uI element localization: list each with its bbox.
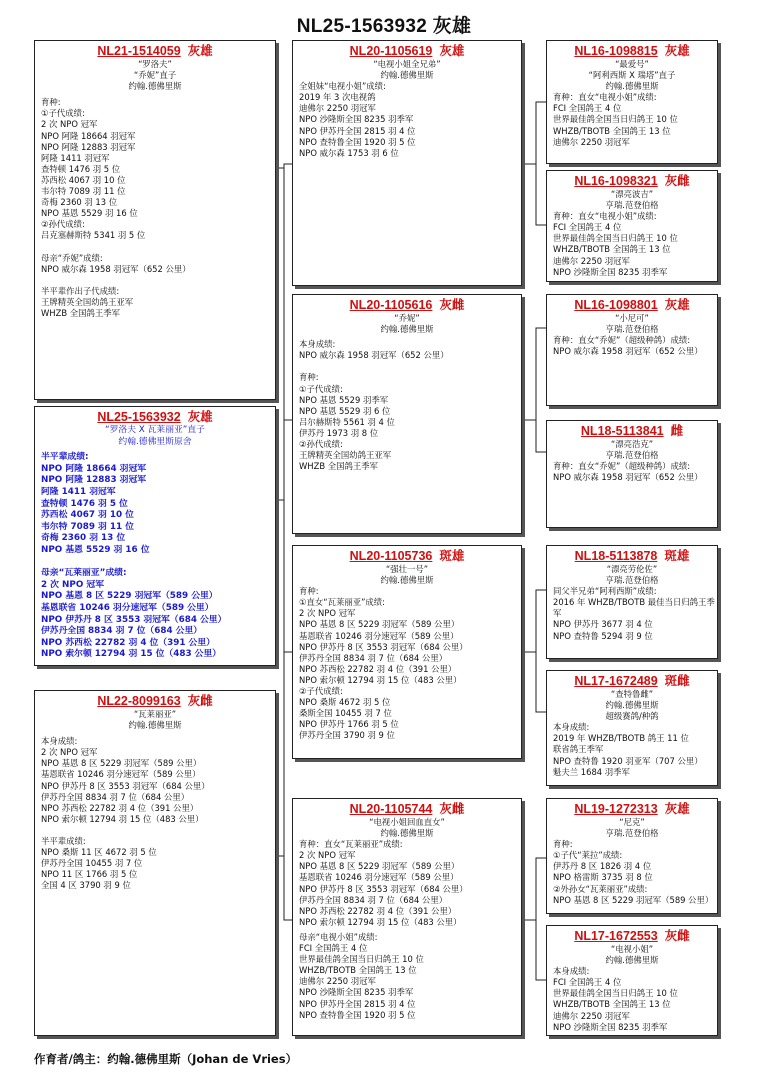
- ring-number: NL20-1105616: [349, 298, 433, 312]
- pigeon-parentage: “阿利西斯 X 瑞塔”直子: [588, 70, 676, 81]
- result-line: NPO 伊苏丹 8 区 3553 羽冠军（684 公里）: [41, 614, 227, 625]
- result-line: 查特顿 1476 羽 5 位: [41, 163, 121, 174]
- pedigree-box-dds: [546, 798, 718, 914]
- result-line: 育种：直女“瓦莱丽亚”成绩:: [299, 839, 403, 850]
- result-line: 半平辈成绩:: [41, 452, 89, 463]
- sex-label: 灰雄: [664, 802, 690, 816]
- pigeon-name: “瓦莱丽亚”: [133, 709, 177, 719]
- result-line: 吕尔赫斯特 5561 羽 4 位: [299, 416, 395, 427]
- pedigree-box-dsd: [546, 670, 718, 786]
- result-line: FCI 全国鸽王 4 位: [299, 943, 368, 954]
- result-line: 育种:: [299, 586, 319, 597]
- result-line: NPO 阿隆 18664 羽冠军: [41, 463, 147, 474]
- result-line: WHZB/TBOTB 全国鸽王 13 位: [553, 244, 671, 255]
- results-list: [41, 97, 269, 319]
- result-line: 王牌精英全国幼鸽王亚军: [41, 296, 134, 307]
- result-line: 2019 年 WHZB/TBOTB 鸽王 11 位: [553, 733, 689, 744]
- ring-number: NL22-8099163: [97, 694, 181, 708]
- result-line: 育种:: [299, 372, 319, 383]
- pedigree-box-sire-dam: [292, 294, 522, 534]
- result-line: NPO 11 区 1766 羽 5 位: [41, 869, 138, 880]
- results-list: [299, 586, 515, 741]
- result-line: 伊苏丹 8 区 1826 羽 4 位: [553, 861, 652, 872]
- pedigree-box-dam-dam: [292, 798, 522, 1036]
- result-line: 伊苏丹 1973 羽 8 位: [299, 427, 379, 438]
- result-line: 吕克塞赫斯特 5341 羽 5 位: [41, 230, 146, 241]
- result-line: NPO 基恩 5529 羽 16 位: [41, 208, 138, 219]
- pigeon-name: “最爱号”: [615, 59, 649, 69]
- ring-number: NL20-1105736: [349, 549, 433, 563]
- pedigree-box-ddd: [546, 925, 718, 1036]
- result-line: 基恩联省 10246 羽分速冠军（589 公里）: [299, 630, 459, 641]
- result-line: 韦尔特 7089 羽 11 位: [41, 186, 126, 197]
- result-line: 世界最佳鸽全国当日归鸽王 10 位: [553, 988, 678, 999]
- result-line: 世界最佳鸽全国当日归鸽王 10 位: [553, 114, 678, 125]
- result-line: NPO 苏西松 22782 羽 4 位（391 公里）: [299, 905, 457, 916]
- result-line: 迪佛尔 2250 羽冠军: [299, 976, 376, 987]
- result-line: 育种：直女“乔妮”（超级种鸽）成绩:: [553, 335, 691, 346]
- result-line: 伊苏丹全国 8834 羽 7 位（684 公里）: [299, 652, 448, 663]
- result-line: NPO 苏西松 22782 羽 4 位（391 公里）: [41, 802, 199, 813]
- pedigree-box-sire: [34, 40, 276, 400]
- results-list: [41, 736, 269, 891]
- ring-number: NL16-1098815: [574, 44, 658, 58]
- breeder-name: 亨瑞.范登伯格: [605, 575, 659, 586]
- result-line: [299, 361, 515, 372]
- pedigree-box-subject: [34, 406, 276, 666]
- results-list: [553, 966, 711, 1033]
- sex-label: 斑雌: [664, 674, 690, 688]
- result-line: 本身成绩:: [299, 339, 336, 350]
- result-line: 阿隆 1411 羽冠军: [41, 152, 110, 163]
- pigeon-name: “漂亮浩克”: [610, 439, 654, 449]
- result-line: 阿隆 1411 羽冠军: [41, 486, 116, 497]
- pedigree-box-sss: [546, 40, 718, 164]
- result-line: 2 次 NPO 冠军: [299, 608, 356, 619]
- pedigree-box-sds: [546, 294, 718, 406]
- pigeon-name: “电视小姐”: [610, 944, 654, 954]
- breeder-name: 约翰.德佛里斯: [605, 81, 659, 92]
- result-line: NPO 桑斯 11 区 4672 羽 5 位: [41, 847, 157, 858]
- result-line: [41, 242, 269, 253]
- results-list: [553, 92, 711, 147]
- results-list: [299, 81, 515, 159]
- ring-number: NL20-1105619: [349, 44, 433, 58]
- result-line: 本身成绩:: [553, 966, 590, 977]
- result-line: WHZB/TBOTB 全国鸽王 13 位: [553, 125, 671, 136]
- pedigree-box-dam: [34, 690, 276, 1036]
- breeder-name: 约翰.德佛里斯原舍: [118, 436, 192, 447]
- result-line: ①直女“瓦莱丽亚”成绩:: [299, 597, 386, 608]
- sex-label: 灰雌: [187, 694, 213, 708]
- result-line: 桑斯全国 10455 羽 7 位: [299, 708, 392, 719]
- result-line: 育种：直女“乔妮”（超级种鸽）成绩:: [553, 461, 691, 472]
- results-list: [553, 211, 711, 278]
- sex-label: 灰雄: [187, 410, 213, 424]
- result-line: 王牌精英全国幼鸽王亚军: [299, 450, 392, 461]
- pedigree-box-ssd: [546, 170, 718, 282]
- result-line: NPO 基恩 5529 羽 6 位: [299, 405, 391, 416]
- result-line: 育种:: [41, 97, 61, 108]
- breeder-name: 约翰.德佛里斯: [605, 700, 659, 711]
- result-line: 母亲“瓦莱丽亚”成绩:: [41, 568, 127, 579]
- result-line: 世界最佳鸽全国当日归鸽王 10 位: [553, 233, 678, 244]
- sex-label: 斑雄: [664, 549, 690, 563]
- result-line: FCI 全国鸽王 4 位: [553, 222, 622, 233]
- pigeon-name: “小尼可”: [615, 313, 649, 323]
- ring-number: NL18-5113841: [580, 424, 664, 438]
- result-line: NPO 桑斯 4672 羽 5 位: [299, 697, 391, 708]
- result-line: 全国 4 区 3790 羽 9 位: [41, 880, 131, 891]
- result-line: NPO 威尔森 1958 羽冠军（652 公里）: [553, 472, 703, 483]
- result-line: 魁夫兰 1684 羽季军: [553, 766, 630, 777]
- breeder-name: 约翰.德佛里斯: [380, 324, 434, 335]
- result-line: 半平辈成绩:: [41, 836, 86, 847]
- page-title: NL25-1563932 灰雄: [296, 16, 472, 37]
- result-line: NPO 基恩 8 区 5229 羽冠军（589 公里）: [299, 619, 460, 630]
- result-line: 迪佛尔 2250 羽冠军: [299, 103, 376, 114]
- result-line: 2 次 NPO 冠军: [41, 119, 98, 130]
- breeder-footer: 作育者/鸽主：约翰.德佛里斯（Johan de Vries）: [34, 1052, 298, 1066]
- ring-number: NL16-1098801: [574, 298, 658, 312]
- pigeon-name: “电视小姐全兄弟”: [373, 59, 441, 69]
- result-line: NPO 沙隆斯全国 8235 羽季军: [553, 1021, 668, 1032]
- result-line: NPO 基恩 5529 羽季军: [299, 394, 389, 405]
- pigeon-name: “电视小姐回血直女”: [369, 817, 445, 827]
- result-line: NPO 苏西松 22782 羽 4 位（391 公里）: [41, 637, 215, 648]
- result-line: ①子代“莱拉”成绩:: [553, 850, 623, 861]
- result-line: NPO 索尔顿 12794 羽 15 位（483 公里）: [299, 674, 462, 685]
- sex-label: 灰雄: [187, 44, 213, 58]
- result-line: ②孙代成绩:: [299, 439, 343, 450]
- result-line: NPO 伊苏丹 8 区 3553 羽冠军（684 公里）: [41, 780, 210, 791]
- results-list: [299, 839, 515, 1021]
- sex-label: 灰雌: [439, 802, 465, 816]
- sex-label: 灰雌: [664, 174, 690, 188]
- result-line: NPO 查特鲁 1920 羽亚军（707 公里）: [553, 755, 703, 766]
- result-line: NPO 阿隆 12883 羽冠军: [41, 141, 136, 152]
- result-line: NPO 威尔森 1753 羽 6 位: [299, 147, 399, 158]
- result-line: 军: [553, 608, 562, 619]
- result-line: NPO 威尔森 1958 羽冠军（652 公里）: [553, 346, 703, 357]
- breeder-name: 亨瑞.范登伯格: [605, 324, 659, 335]
- result-line: NPO 伊苏丹 8 区 3553 羽冠军（684 公里）: [299, 883, 468, 894]
- result-line: NPO 基恩 5529 羽 16 位: [41, 544, 150, 555]
- sex-label: 雌: [670, 424, 684, 438]
- result-line: NPO 伊苏丹 1766 羽 5 位: [299, 719, 399, 730]
- result-line: 伊苏丹全国 8834 羽 7 位（684 公里）: [41, 791, 190, 802]
- ring-number: NL25-1563932: [97, 410, 181, 424]
- result-line: 迪佛尔 2250 羽冠军: [553, 255, 630, 266]
- result-line: 奇梅 2360 羽 13 位: [41, 533, 126, 544]
- result-line: NPO 沙隆斯全国 8235 羽季军: [299, 114, 414, 125]
- pigeon-name: “查特鲁雌”: [610, 689, 654, 699]
- pigeon-name: “强壮一号”: [385, 564, 429, 574]
- result-line: 查特顿 1476 羽 5 位: [41, 498, 128, 509]
- pigeon-parentage: “乔妮”直子: [133, 70, 177, 81]
- results-list: [299, 339, 515, 472]
- pigeon-parentage: “罗洛夫 X 瓦莱丽亚”直子: [105, 425, 205, 435]
- result-line: WHZB/TBOTB 全国鸽王 13 位: [299, 965, 417, 976]
- result-line: 本身成绩:: [41, 736, 78, 747]
- result-line: 2 次 NPO 冠军: [41, 747, 98, 758]
- result-line: NPO 伊苏丹全国 2815 羽 4 位: [299, 998, 416, 1009]
- result-line: NPO 伊苏丹 3677 羽 4 位: [553, 619, 653, 630]
- result-line: 育种:: [553, 839, 573, 850]
- ring-number: NL17-1672553: [574, 929, 658, 943]
- result-line: 苏西松 4067 羽 10 位: [41, 510, 134, 521]
- sex-label: 灰雌: [439, 298, 465, 312]
- result-line: 伊苏丹全国 3790 羽 9 位: [299, 730, 395, 741]
- result-line: NPO 沙隆斯全国 8235 羽季军: [299, 987, 414, 998]
- sex-label: 斑雄: [439, 549, 465, 563]
- sex-label: 灰雌: [664, 929, 690, 943]
- result-line: NPO 基恩 8 区 5229 羽冠军（589 公里）: [553, 894, 714, 905]
- result-line: 育种：直女“电视小姐”成绩:: [553, 211, 657, 222]
- result-line: 韦尔特 7089 羽 11 位: [41, 521, 134, 532]
- pigeon-name: “尼克”: [619, 817, 645, 827]
- results-list: [553, 461, 711, 483]
- ring-number: NL20-1105744: [349, 802, 433, 816]
- result-line: NPO 索尔顿 12794 羽 15 位（483 公里）: [299, 916, 462, 927]
- result-line: NPO 伊苏丹 8 区 3553 羽冠军（684 公里）: [299, 641, 468, 652]
- pedigree-box-sdd: [546, 420, 718, 528]
- result-line: ①子代成绩:: [41, 108, 85, 119]
- result-line: NPO 阿隆 12883 羽冠军: [41, 475, 147, 486]
- result-line: NPO 伊苏丹全国 2815 羽 4 位: [299, 125, 416, 136]
- result-line: 2016 年 WHZB/TBOTB 最佳当日归鸽王季: [553, 597, 715, 608]
- result-line: [41, 275, 269, 286]
- result-line: 世界最佳鸽全国当日归鸽王 10 位: [299, 954, 424, 965]
- result-line: WHZB 全国鸽王季军: [41, 308, 120, 319]
- result-line: NPO 基恩 8 区 5229 羽冠军（589 公里）: [41, 591, 218, 602]
- breeder-name: 亨瑞.范登伯格: [605, 450, 659, 461]
- ring-number: NL17-1672489: [574, 674, 658, 688]
- result-line: 联省鸽王季军: [553, 744, 604, 755]
- result-line: NPO 查特鲁全国 1920 羽 5 位: [299, 136, 416, 147]
- result-line: 2 次 NPO 冠军: [41, 579, 104, 590]
- results-list: [553, 722, 711, 777]
- result-line: ①子代成绩:: [299, 383, 343, 394]
- result-line: NPO 查特鲁全国 1920 羽 5 位: [299, 1009, 416, 1020]
- sex-label: 灰雄: [664, 44, 690, 58]
- breeder-name: 约翰.德佛里斯: [605, 955, 659, 966]
- result-line: ②子代成绩:: [299, 686, 343, 697]
- result-line: NPO 沙隆斯全国 8235 羽季军: [553, 266, 668, 277]
- result-line: 母亲“乔妮”成绩:: [41, 252, 103, 263]
- result-line: NPO 查特鲁 5294 羽 9 位: [553, 630, 653, 641]
- result-line: NPO 威尔森 1958 羽冠军（652 公里）: [41, 263, 191, 274]
- breeder-name: 约翰.德佛里斯: [128, 81, 182, 92]
- result-line: 育种：直女“电视小姐”成绩:: [553, 92, 657, 103]
- breeder-name: 亨瑞.范登伯格: [605, 200, 659, 211]
- ring-number: NL21-1514059: [97, 44, 181, 58]
- result-line: 奇梅 2360 羽 13 位: [41, 197, 118, 208]
- result-line: WHZB/TBOTB 全国鸽王 13 位: [553, 999, 671, 1010]
- result-line: NPO 索尔顿 12794 羽 15 位（483 公里）: [41, 649, 222, 660]
- result-line: FCI 全国鸽王 4 位: [553, 103, 622, 114]
- results-list: [41, 452, 269, 661]
- pedigree-box-sire-sire: [292, 40, 522, 286]
- result-line: NPO 威尔森 1958 羽冠军（652 公里）: [299, 350, 449, 361]
- ring-number: NL19-1272313: [574, 802, 658, 816]
- result-line: 迪佛尔 2250 羽冠军: [553, 1010, 630, 1021]
- pigeon-name: “乔妮”: [394, 313, 420, 323]
- result-line: 基恩联省 10246 羽分速冠军（589 公里）: [299, 872, 459, 883]
- ring-number: NL16-1098321: [574, 174, 658, 188]
- pedigree-box-dss: [546, 545, 718, 659]
- breeder-name: 亨瑞.范登伯格: [605, 828, 659, 839]
- result-line: WHZB 全国鸽王季军: [299, 461, 378, 472]
- result-line: 全姐妹“电视小姐”成绩:: [299, 81, 386, 92]
- result-line: [41, 825, 269, 836]
- result-line: 伊苏丹全国 10455 羽 7 位: [41, 858, 143, 869]
- result-line: 母亲“电视小姐”成绩:: [299, 931, 378, 942]
- results-list: [553, 335, 711, 357]
- sex-label: 灰雄: [664, 298, 690, 312]
- result-line: 伊苏丹全国 8834 羽 7 位（684 公里）: [299, 894, 448, 905]
- breeder-name: 约翰.德佛里斯: [380, 828, 434, 839]
- result-line: 基恩联省 10246 羽分速冠军（589 公里）: [41, 769, 201, 780]
- pigeon-name: “漂亮波吉”: [610, 189, 654, 199]
- result-line: NPO 索尔顿 12794 羽 15 位（483 公里）: [41, 813, 204, 824]
- pigeon-name: “漂亮劳伦佐”: [606, 564, 658, 574]
- pigeon-description: 超级赛鸽/种鸽: [605, 711, 659, 722]
- breeder-name: 约翰.德佛里斯: [128, 720, 182, 731]
- result-line: ②孙代成绩:: [41, 219, 85, 230]
- result-line: 半平辈作出子代成绩:: [41, 285, 120, 296]
- pedigree-box-dam-sire: [292, 545, 522, 759]
- breeder-name: 约翰.德佛里斯: [380, 575, 434, 586]
- sex-label: 灰雄: [439, 44, 465, 58]
- result-line: NPO 基恩 8 区 5229 羽冠军（589 公里）: [299, 861, 460, 872]
- result-line: 2019 年 3 次电视鸽: [299, 92, 376, 103]
- result-line: ②外孙女“瓦莱丽亚”成绩:: [553, 883, 648, 894]
- result-line: 同父半兄弟“阿利西斯”成绩:: [553, 586, 657, 597]
- result-line: 基恩联省 10246 羽分速冠军（589 公里）: [41, 602, 214, 613]
- results-list: [553, 586, 715, 641]
- ring-number: NL18-5113878: [574, 549, 658, 563]
- result-line: 迪佛尔 2250 羽冠军: [553, 136, 630, 147]
- result-line: 苏西松 4067 羽 10 位: [41, 174, 126, 185]
- result-line: 本身成绩:: [553, 722, 590, 733]
- result-line: NPO 格雷斯 3735 羽 8 位: [553, 872, 653, 883]
- result-line: NPO 阿隆 18664 羽冠军: [41, 130, 136, 141]
- result-line: 伊苏丹全国 8834 羽 7 位（684 公里）: [41, 626, 203, 637]
- result-line: NPO 基恩 8 区 5229 羽冠军（589 公里）: [41, 758, 202, 769]
- result-line: 2 次 NPO 冠军: [299, 850, 356, 861]
- results-list: [553, 839, 714, 906]
- result-line: FCI 全国鸽王 4 位: [553, 977, 622, 988]
- breeder-name: 约翰.德佛里斯: [380, 70, 434, 81]
- pigeon-name: “罗洛夫”: [138, 59, 172, 69]
- result-line: NPO 苏西松 22782 羽 4 位（391 公里）: [299, 663, 457, 674]
- result-line: [41, 557, 269, 569]
